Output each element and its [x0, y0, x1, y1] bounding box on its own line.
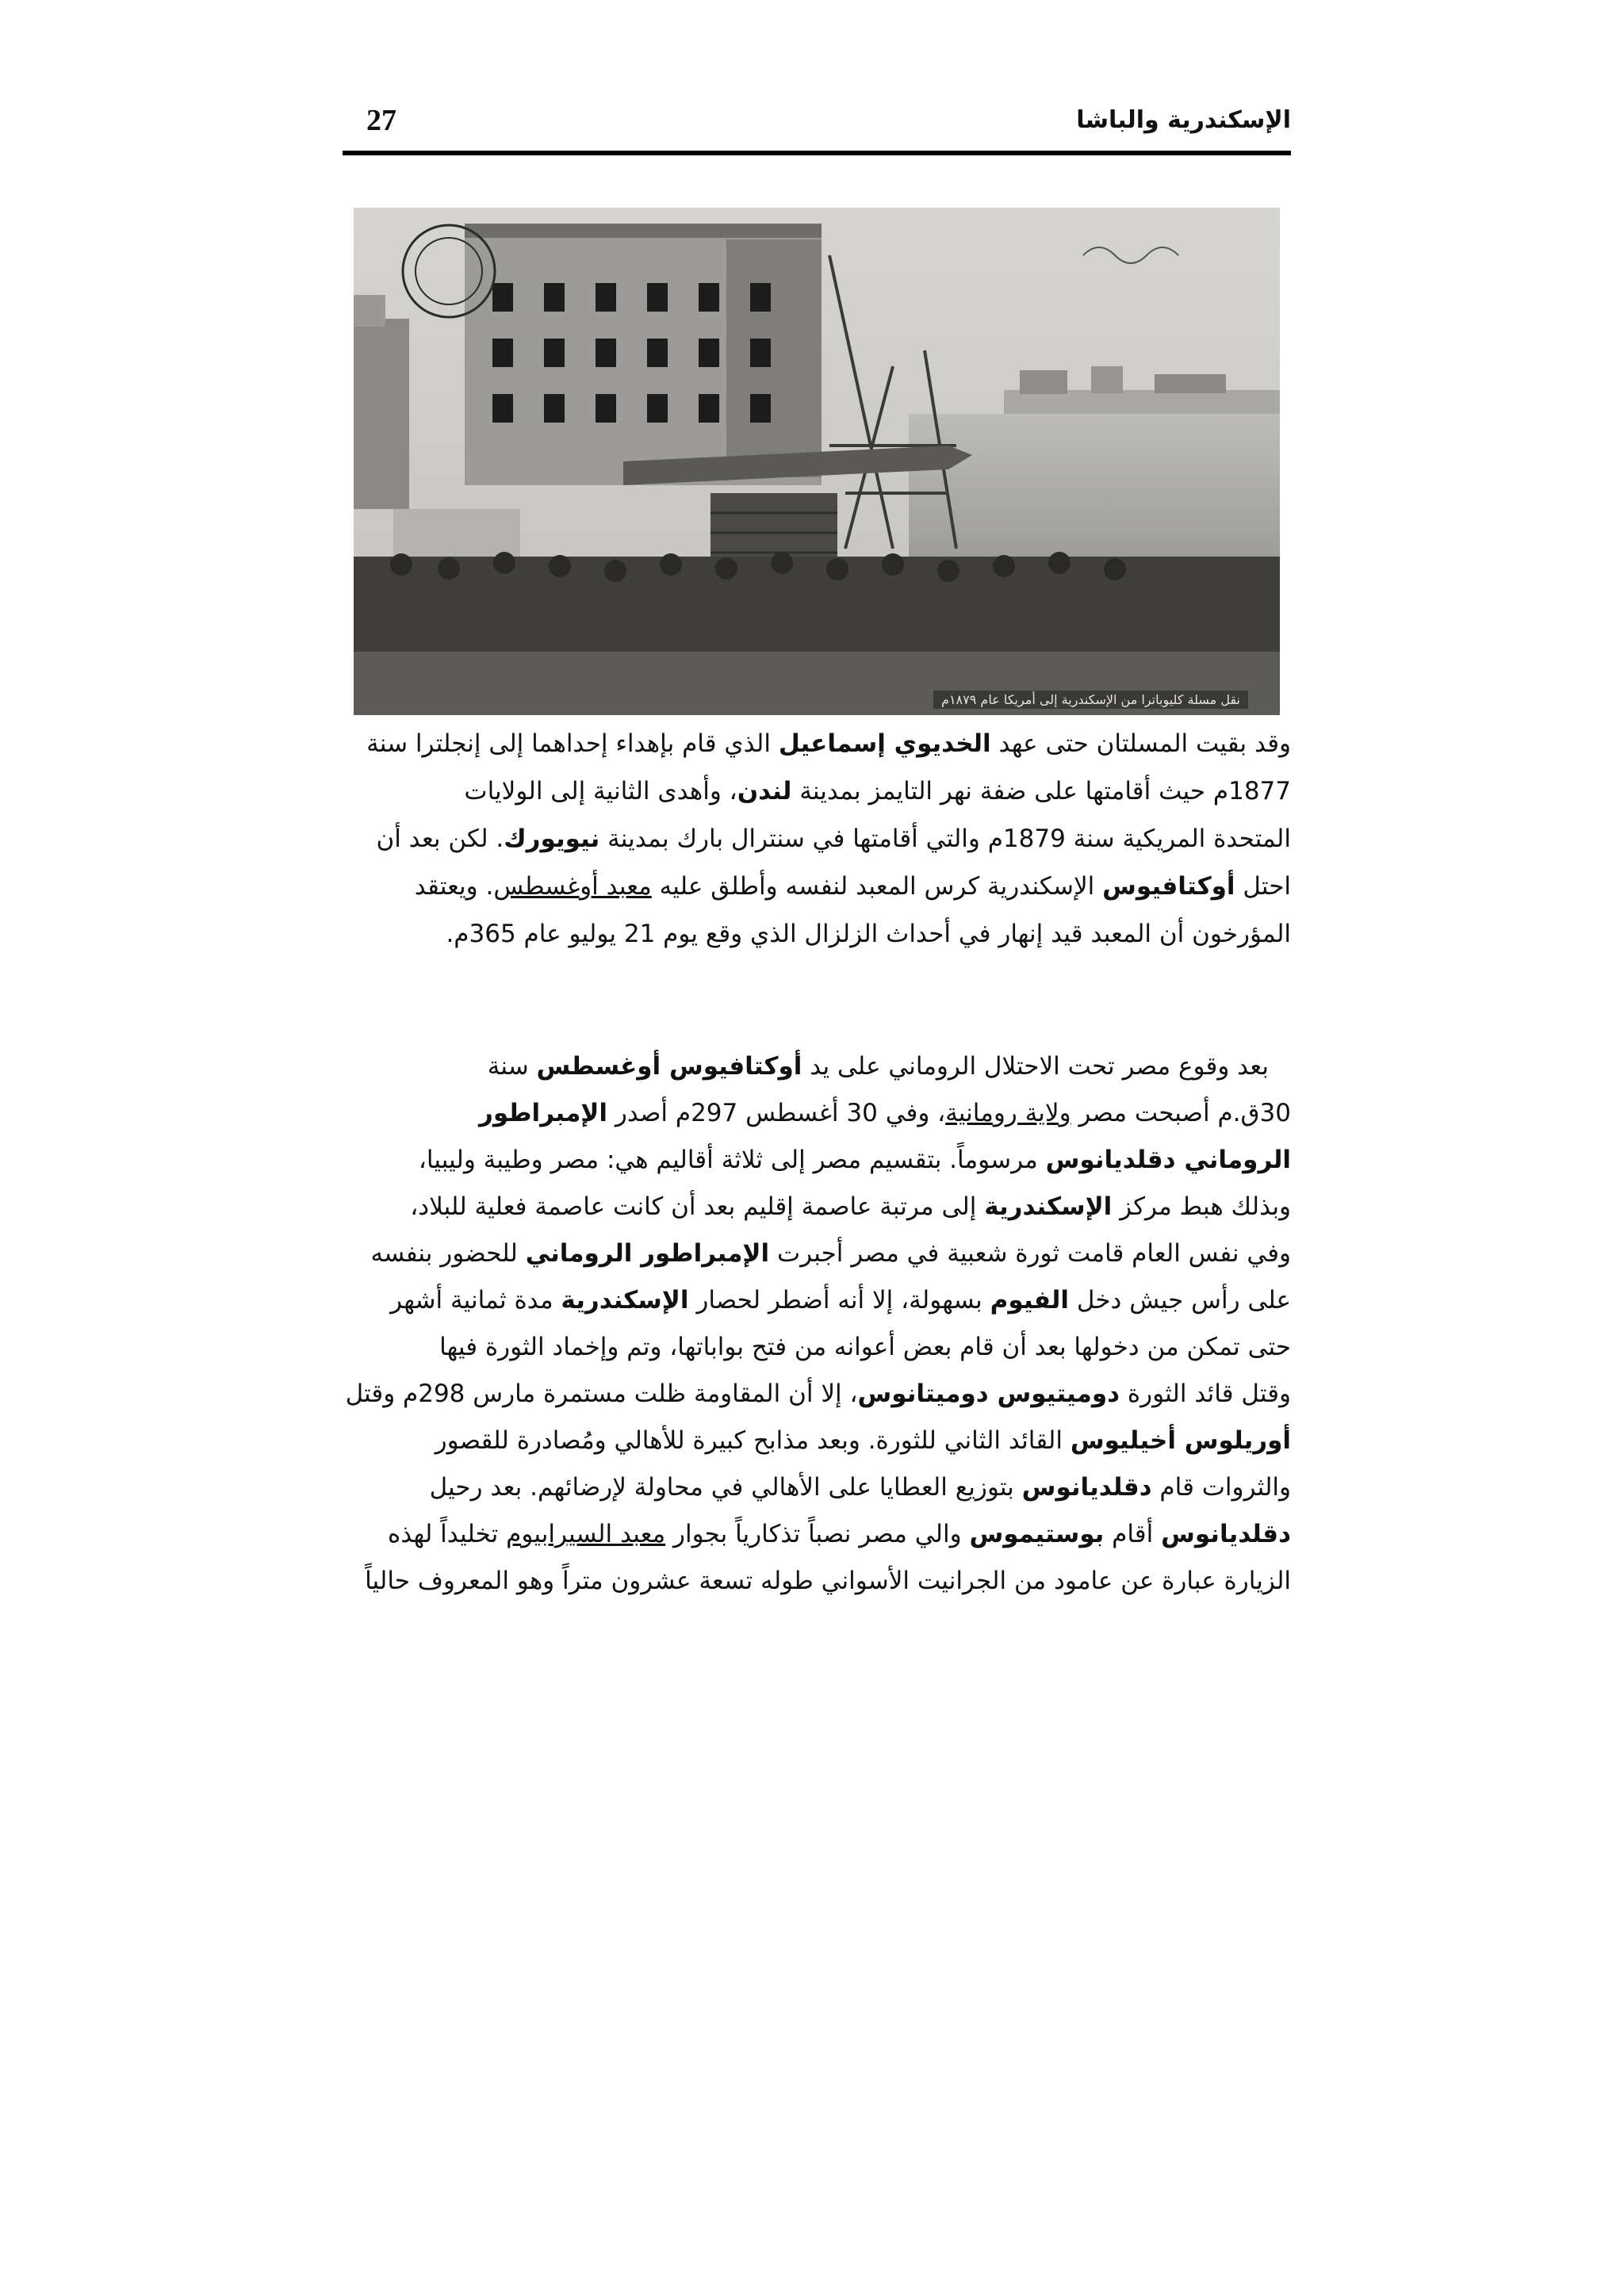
text-segment: ، وأهدى الثانية إلى الولايات: [464, 777, 737, 806]
text-segment: بسهولة، إلا أنه أضطر لحصار: [688, 1286, 990, 1314]
underlined-term: معبد السيرابيوم: [506, 1520, 666, 1548]
text-segment: المؤرخون أن المعبد قيد إنهار في أحداث الزلزال الذي وقع يوم 21 يوليو عام 365م.: [446, 920, 1291, 948]
page-number: 27: [366, 104, 396, 137]
bold-term: بوستيموس: [969, 1520, 1105, 1548]
bold-term: دقلديانوس: [1021, 1473, 1152, 1502]
text-segment: وقد بقيت المسلتان حتى عهد: [990, 729, 1291, 758]
text-line: [346, 1418, 1291, 1464]
bold-term: الإمبراطور: [479, 1099, 607, 1127]
text-segment: . لكن بعد أن: [376, 825, 504, 853]
running-title: الإسكندرية والباشا: [1076, 106, 1291, 134]
underlined-term: معبد أوغسطس: [493, 872, 652, 901]
bold-term: الروماني دقلديانوس: [1045, 1146, 1291, 1174]
text-segment: ، وفي 30 أغسطس 297م أصدر: [607, 1099, 946, 1127]
photo-illustration: [354, 208, 1280, 715]
text-segment: احتل: [1235, 872, 1291, 901]
text-segment: سنة: [487, 1052, 537, 1081]
bold-term: دقلديانوس: [1161, 1520, 1291, 1548]
text-segment: وقتل قائد الثورة: [1120, 1380, 1291, 1408]
text-line: [346, 1464, 1291, 1511]
text-segment: حتى تمكن من دخولها بعد أن قام بعض أعوانه من فتح بواباتها، وتم وإخماد الثورة فيها: [439, 1333, 1291, 1361]
text-segment: إلى مرتبة عاصمة إقليم بعد أن كانت عاصمة فعلية للبلاد،: [410, 1192, 985, 1221]
bold-term: الفيوم: [990, 1286, 1070, 1314]
text-segment: مرسوماً. بتقسيم مصر إلى ثلاثة أقاليم هي: مصر وطيبة وليبيا،: [418, 1146, 1046, 1174]
text-segment: بعد وقوع مصر تحت الاحتلال الروماني على يد: [802, 1052, 1269, 1081]
text-segment: وبذلك هبط مركز: [1112, 1192, 1291, 1221]
text-line: [346, 910, 1291, 958]
text-line: [346, 1137, 1291, 1184]
text-segment: للحضور بنفسه: [370, 1239, 526, 1268]
paragraph-1: [346, 720, 1291, 958]
text-line: [346, 1090, 1291, 1137]
bold-term: الإمبراطور الروماني: [525, 1239, 770, 1268]
text-segment: تخليداً لهذه: [388, 1520, 507, 1548]
bold-term: لندن: [737, 777, 792, 806]
text-segment: بتوزيع العطايا على الأهالي في محاولة لإرضائهم. بعد رحيل: [429, 1473, 1022, 1502]
bold-term: أوكتافيوس: [1102, 872, 1235, 901]
bold-term: الإسكندرية: [984, 1192, 1113, 1221]
paragraph-2: [346, 1043, 1291, 1605]
text-line: [346, 720, 1291, 767]
text-line: [346, 1371, 1291, 1418]
bold-term: الخديوي إسماعيل: [778, 729, 991, 758]
text-segment: 30ق.م أصبحت مصر: [1071, 1099, 1291, 1127]
text-line: [346, 815, 1291, 863]
text-segment: المتحدة المريكية سنة 1879م والتي أقامتها في سنترال بارك بمدينة: [599, 825, 1291, 853]
text-segment: ، إلا أن المقاومة ظلت مستمرة مارس 298م وقتل: [345, 1380, 858, 1408]
text-line: [346, 767, 1291, 815]
text-line: [346, 863, 1291, 910]
bold-term: الإسكندرية: [561, 1286, 689, 1314]
text-segment: الزيارة عبارة عن عامود من الجرانيت الأسواني طوله تسعة عشرون متراً وهو المعروف حالياً: [365, 1567, 1291, 1595]
historical-photo: [354, 208, 1280, 715]
page-header: [343, 95, 1291, 155]
text-segment: الإسكندرية كرس المعبد لنفسه وأطلق عليه: [651, 872, 1103, 901]
text-segment: مدة ثمانية أشهر: [390, 1286, 561, 1314]
text-segment: . ويعتقد: [414, 872, 494, 901]
text-segment: أقام: [1104, 1520, 1162, 1548]
bold-term: أوكتافيوس أوغسطس: [536, 1052, 802, 1081]
text-segment: والي مصر نصباً تذكارياً بجوار: [665, 1520, 970, 1548]
photo-caption: نقل مسلة كليوباترا من الإسكندرية إلى أمريكا عام ١٨٧٩م: [933, 691, 1248, 709]
text-segment: على رأس جيش دخل: [1069, 1286, 1291, 1314]
text-line: [346, 1277, 1291, 1324]
text-segment: القائد الثاني للثورة. وبعد مذابح كبيرة للأهالي ومُصادرة للقصور: [435, 1426, 1071, 1455]
underlined-term: ولاية رومانية: [945, 1099, 1071, 1127]
bold-term: نيويورك: [504, 825, 600, 853]
text-segment: 1877م حيث أقامتها على ضفة نهر التايمز بمدينة: [791, 777, 1291, 806]
text-line: [346, 1558, 1291, 1605]
bold-term: دوميتيوس دوميتانوس: [857, 1380, 1120, 1408]
text-segment: وفي نفس العام قامت ثورة شعبية في مصر أجبرت: [769, 1239, 1291, 1268]
text-line: [346, 1043, 1291, 1090]
text-segment: والثروات قام: [1151, 1473, 1291, 1502]
bold-term: أوريلوس أخيليوس: [1070, 1426, 1291, 1455]
text-line: [346, 1511, 1291, 1558]
text-line: [346, 1184, 1291, 1230]
text-segment: الذي قام بإهداء إحداهما إلى إنجلترا سنة: [366, 729, 779, 758]
text-line: [346, 1230, 1291, 1277]
text-line: [346, 1324, 1291, 1371]
